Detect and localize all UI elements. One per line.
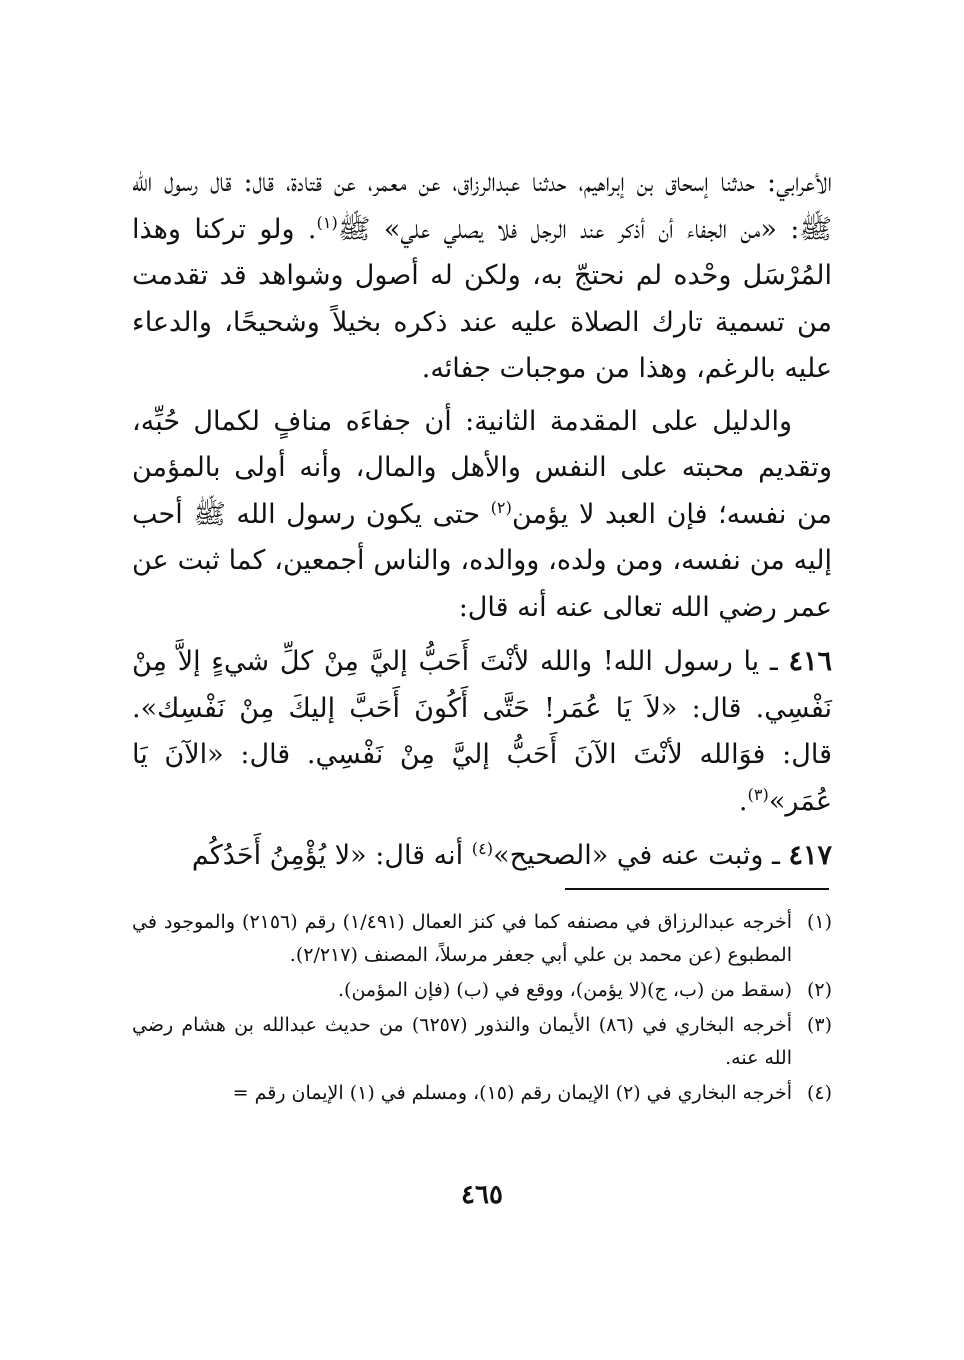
footnote (132, 1009, 832, 1075)
footnote-text: أخرجه البخاري في (٨٦) الأيمان والنذور (٦٢٥٧) من حديث عبدالله بن هشام رضي الله عنه. (132, 1014, 792, 1069)
paragraph (132, 399, 832, 632)
footnote-text: أخرجه عبدالرزاق في مصنفه كما في كنز العمال (١/٤٩١) رقم (٢١٥٦) والموجود في المطبوع (عن محمد بن علي أبي جعفر مرسلاً، المصنف (٢/٢١٧). (132, 911, 792, 966)
hadith-text: ـ يا رسول الله! والله لأنْتَ أَحَبُّ إليَّ مِنْ كلِّ شيءٍ إلاَّ مِنْ نَفْسِي. قال: «لاَ يَا عُمَر! حَتَّى أَكُونَ أَحَبَّ إليكَ مِنْ نَفْسِك». قال: فوَالله لأنْتَ الآنَ أَحَبُّ إليَّ مِنْ نَفْسِي. قال: «الآنَ يَا عُمَر» (132, 646, 832, 817)
footnote-ref[interactable]: (١) (316, 212, 338, 232)
footnote-divider (565, 888, 829, 890)
footnote (132, 974, 832, 1007)
footnote-ref[interactable]: (٤) (471, 839, 494, 858)
paragraph-text: . ولو تركنا وهذا المُرْسَل وحْده لم نحتجّ به، ولكن له أصول وشواهد قد تقدمت من تسمية تارك الصلاة عليه عند ذكره بخيلاً وشحيحًا، والدعاء عليه بالرغم، وهذا من موجبات جفائه. (132, 213, 832, 384)
footnote-number: (٢) (806, 979, 832, 1001)
hadith-text: أنه قال: «لا يُؤْمِنُ أَحَدُكُم (191, 840, 472, 871)
footnote-ref[interactable]: (٢) (490, 497, 512, 517)
hadith-number: ٤١٦ (788, 646, 832, 677)
footnote (132, 906, 832, 972)
paragraph (132, 160, 832, 393)
hadith-number: ٤١٧ (788, 840, 832, 871)
footnote (132, 1077, 832, 1110)
footnote-ref[interactable]: (٣) (747, 784, 769, 804)
paragraph-text: والدليل على المقدمة الثانية: أن جفاءَه منافٍ لكمال حُبِّه، وتقديم محبته على النفس والأهل والمال، وأنه أولى بالمؤمن من نفسه؛ فإن العبد لا يؤمن (132, 405, 832, 530)
footnote-number: (٤) (806, 1082, 832, 1104)
page-number: ٤٦٥ (461, 1180, 503, 1210)
main-text (132, 160, 832, 880)
hadith-416 (132, 639, 832, 825)
footnote-text: (سقط من (ب، ج)(لا يؤمن)، ووقع في (ب) (فإن المؤمن). (338, 979, 792, 1001)
footnote-number: (١) (806, 911, 832, 933)
hadith-text: . (738, 785, 748, 817)
paragraph-text: حتى يكون رسول الله ﷺ أحب إليه من نفسه، ومن ولده، ووالده، والناس أجمعين، كما ثبت عن عمر رضي الله تعالى عنه أنه قال: (132, 498, 832, 623)
hadith-417 (132, 833, 832, 880)
footnotes (132, 906, 832, 1112)
hadith-text: ـ وثبت عنه في «الصحيح» (493, 840, 789, 871)
paragraph-text: الأعرابي: حدثنا إسحاق بن إبراهيم، حدثنا عبدالرزاق، عن معمر، عن قتادة، قال: قال رسول الله ﷺ: «من الجفاء أن أذكر عند الرجل فلا يصلي علي» ﷺ (132, 167, 832, 245)
footnote-text: أخرجه البخاري في (٢) الإيمان رقم (١٥)، ومسلم في (١) الإيمان رقم = (232, 1082, 792, 1104)
footnote-number: (٣) (806, 1014, 832, 1036)
